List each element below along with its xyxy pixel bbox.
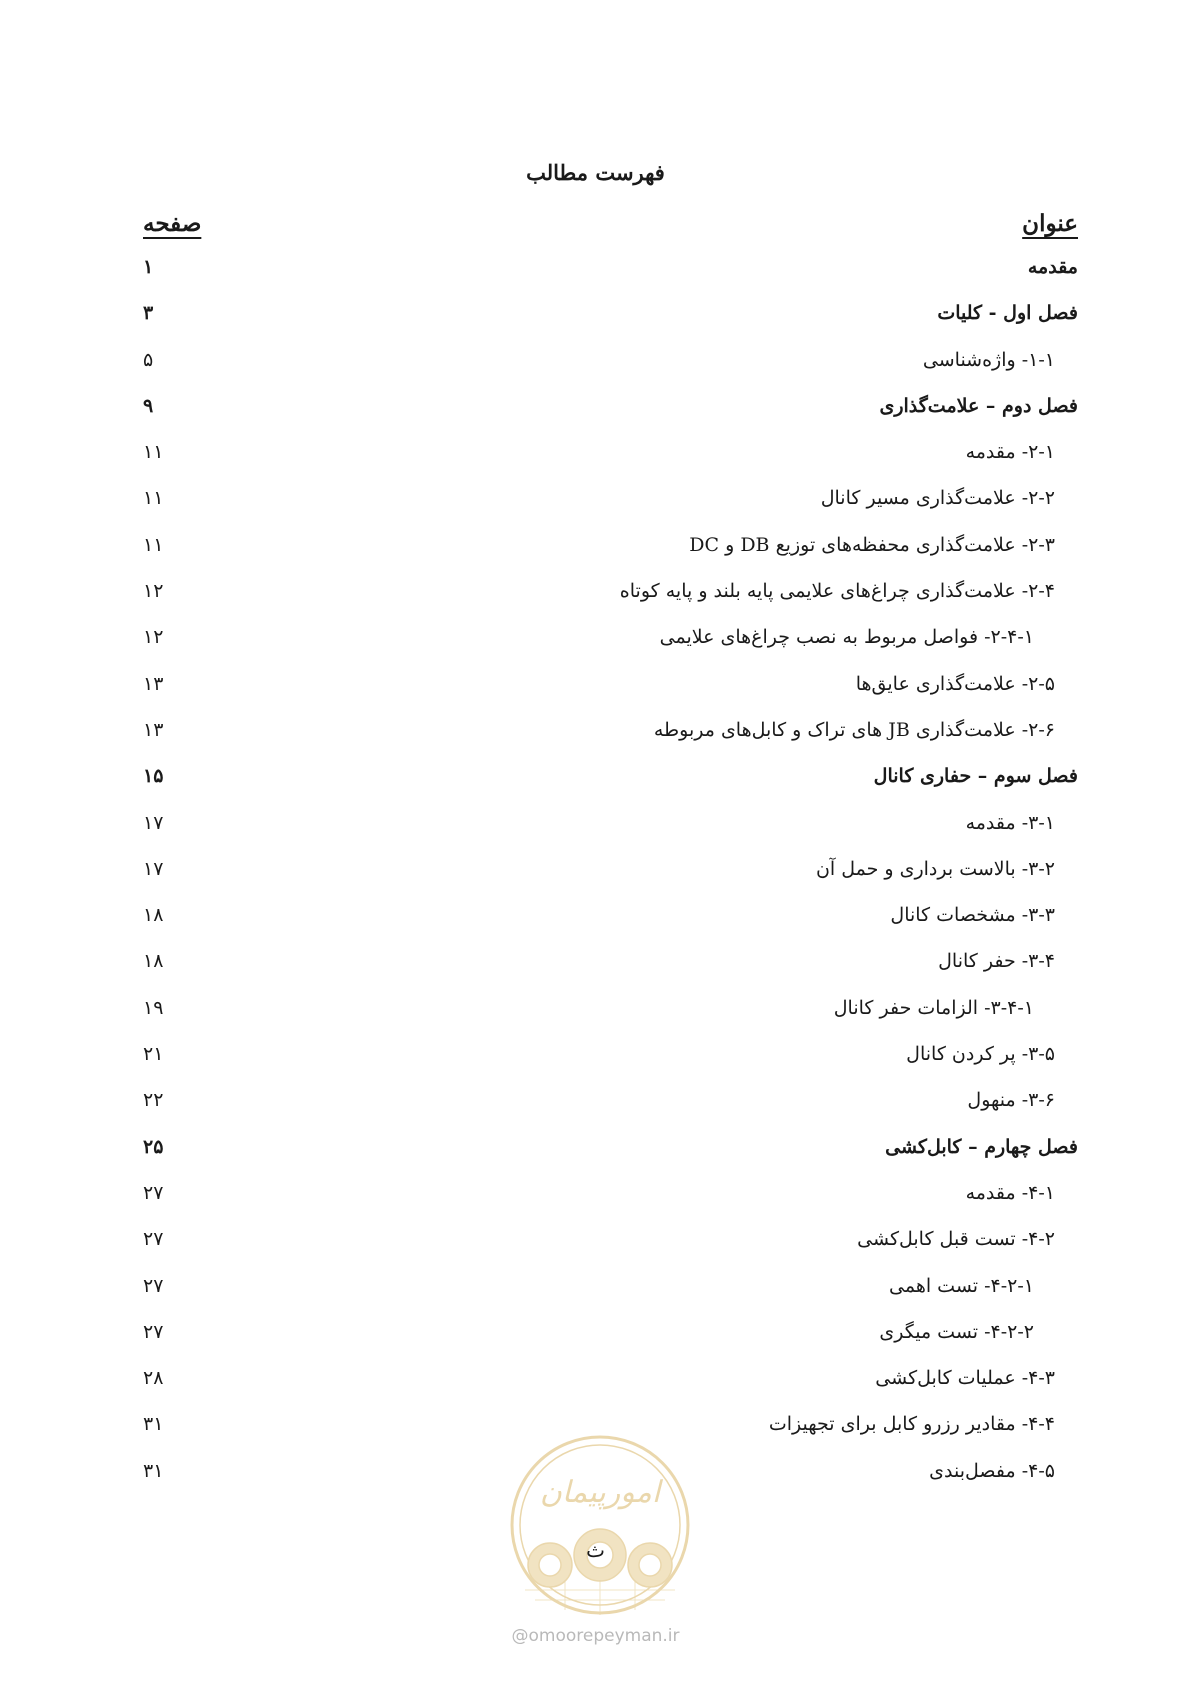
- toc-entry[interactable]: [0, 667, 1191, 713]
- toc-entry-page: ۱۱: [143, 533, 164, 556]
- toc-entry-page: ۱۲: [143, 580, 164, 603]
- toc-entry-title: ۴-۴- مقادیر رزرو کابل برای تجهیزات: [768, 1413, 1055, 1436]
- toc-entry[interactable]: [0, 1083, 1191, 1129]
- toc-entry-title: ۴-۳- عملیات کابل‌کشی: [875, 1367, 1055, 1390]
- toc-entry-page: ۲۷: [143, 1274, 164, 1297]
- toc-entry-page: ۳: [143, 302, 154, 325]
- toc-entry-title: ۳-۳- مشخصات کانال: [890, 904, 1055, 927]
- toc-entry-title: ۲-۶- علامت‌گذاری JB های تراک و کابل‌های مربوطه: [653, 718, 1055, 741]
- toc-entry[interactable]: [0, 944, 1191, 990]
- toc-entry[interactable]: [0, 991, 1191, 1037]
- toc-entry-page: ۱۷: [143, 811, 164, 834]
- watermark-seal-logo: [505, 1430, 695, 1620]
- toc-entry-page: ۲۷: [143, 1181, 164, 1204]
- toc-entry-title: ۲-۵- علامت‌گذاری عایق‌ها: [855, 672, 1055, 695]
- toc-entry-title: ۳-۱- مقدمه: [965, 811, 1055, 834]
- column-header-title: عنوان: [1022, 210, 1078, 237]
- toc-entry[interactable]: [0, 713, 1191, 759]
- toc-entry-page: ۱۷: [143, 857, 164, 880]
- toc-entry-title: ۴-۲- تست قبل کابل‌کشی: [857, 1228, 1055, 1251]
- toc-entry-page: ۳۱: [143, 1459, 164, 1482]
- toc-entry[interactable]: [0, 806, 1191, 852]
- toc-entry[interactable]: [0, 435, 1191, 481]
- toc-entry-page: ۱۸: [143, 904, 164, 927]
- toc-entry-page: ۱: [143, 256, 154, 278]
- toc-entry-title: ۳-۲- بالاست برداری و حمل آن: [815, 857, 1055, 880]
- column-header-page: صفحه: [143, 210, 202, 237]
- toc-entry-page: ۱۱: [143, 487, 164, 510]
- toc-entry[interactable]: [0, 343, 1191, 389]
- toc-entry-page: ۲۸: [143, 1367, 164, 1390]
- footer-url: @omoorepeyman.ir: [511, 1626, 680, 1646]
- toc-entry[interactable]: [0, 1037, 1191, 1083]
- watermark-script: امورپیمان: [539, 1475, 661, 1510]
- toc-entry[interactable]: [0, 389, 1191, 435]
- toc-title: فهرست مطالب: [526, 160, 665, 185]
- toc-entry[interactable]: [0, 250, 1191, 296]
- toc-entry-page: ۲۱: [143, 1043, 164, 1066]
- toc-entry-page: ۲۷: [143, 1320, 164, 1343]
- toc-entry-title: ۳-۴- حفر کانال: [938, 950, 1055, 973]
- toc-entry-title: فصل چهارم – کابل‌کشی: [885, 1135, 1078, 1158]
- toc-entry-title: ۳-۵- پر کردن کانال: [906, 1043, 1055, 1066]
- toc-entry[interactable]: [0, 528, 1191, 574]
- toc-entry-title: ۲-۱- مقدمه: [965, 441, 1055, 464]
- toc-entry-title: ۲-۴- علامت‌گذاری چراغ‌های علایمی پایه بلند و پایه کوتاه: [619, 580, 1055, 603]
- toc-entry-page: ۲۷: [143, 1228, 164, 1251]
- toc-entry-title: فصل دوم – علامت‌گذاری: [879, 394, 1078, 417]
- toc-entry-page: ۹: [143, 394, 154, 417]
- toc-entry[interactable]: [0, 852, 1191, 898]
- toc-entry-title: فصل سوم – حفاری کانال: [873, 765, 1078, 788]
- toc-entry-title: فصل اول - کلیات: [937, 302, 1078, 325]
- toc-entry[interactable]: [0, 1176, 1191, 1222]
- toc-entry[interactable]: [0, 620, 1191, 666]
- toc-entry[interactable]: [0, 898, 1191, 944]
- toc-entry[interactable]: [0, 1222, 1191, 1268]
- toc-entry-title: ۲-۳- علامت‌گذاری محفظه‌های توزیع DB و DC: [689, 533, 1055, 556]
- toc-entry-title: ۲-۲- علامت‌گذاری مسیر کانال: [820, 487, 1055, 510]
- toc-entry-page: ۱۹: [143, 996, 164, 1019]
- toc-entry-page: ۵: [143, 348, 154, 371]
- toc-entry-page: ۱۳: [143, 718, 164, 741]
- toc-entry-page: ۱۲: [143, 626, 164, 649]
- toc-entry[interactable]: [0, 1269, 1191, 1315]
- toc-entry[interactable]: [0, 296, 1191, 342]
- toc-entry-page: ۱۸: [143, 950, 164, 973]
- toc-entry-page: ۱۱: [143, 441, 164, 464]
- toc-entry-page: ۲۲: [143, 1089, 164, 1112]
- toc-entry-title: ۳-۶- منهول: [967, 1089, 1055, 1112]
- toc-entry[interactable]: [0, 1130, 1191, 1176]
- toc-entry-page: ۱۳: [143, 672, 164, 695]
- toc-entry-title: ۱-۱- واژه‌شناسی: [922, 348, 1055, 371]
- toc-entry-title: ۲-۴-۱- فواصل مربوط به نصب چراغ‌های علایمی: [659, 626, 1034, 649]
- toc-entry[interactable]: [0, 1361, 1191, 1407]
- toc-entry-title: ۴-۱- مقدمه: [965, 1181, 1055, 1204]
- toc-entry-title: ۴-۲-۲- تست میگری: [879, 1320, 1034, 1343]
- toc-entry-page: ۱۵: [143, 765, 164, 788]
- toc-entry-page: ۲۵: [143, 1135, 164, 1158]
- toc-entry[interactable]: [0, 574, 1191, 620]
- toc-list: [0, 250, 1191, 1500]
- toc-entry[interactable]: [0, 759, 1191, 805]
- toc-entry[interactable]: [0, 1315, 1191, 1361]
- toc-entry-title: ۳-۴-۱- الزامات حفر کانال: [833, 996, 1034, 1019]
- toc-entry[interactable]: [0, 481, 1191, 527]
- toc-entry-title: ۴-۲-۱- تست اهمی: [889, 1274, 1034, 1297]
- page-number: ث: [586, 1538, 605, 1562]
- toc-entry-page: ۳۱: [143, 1413, 164, 1436]
- toc-entry-title: مقدمه: [1027, 256, 1078, 278]
- toc-entry-title: ۴-۵- مفصل‌بندی: [929, 1459, 1055, 1482]
